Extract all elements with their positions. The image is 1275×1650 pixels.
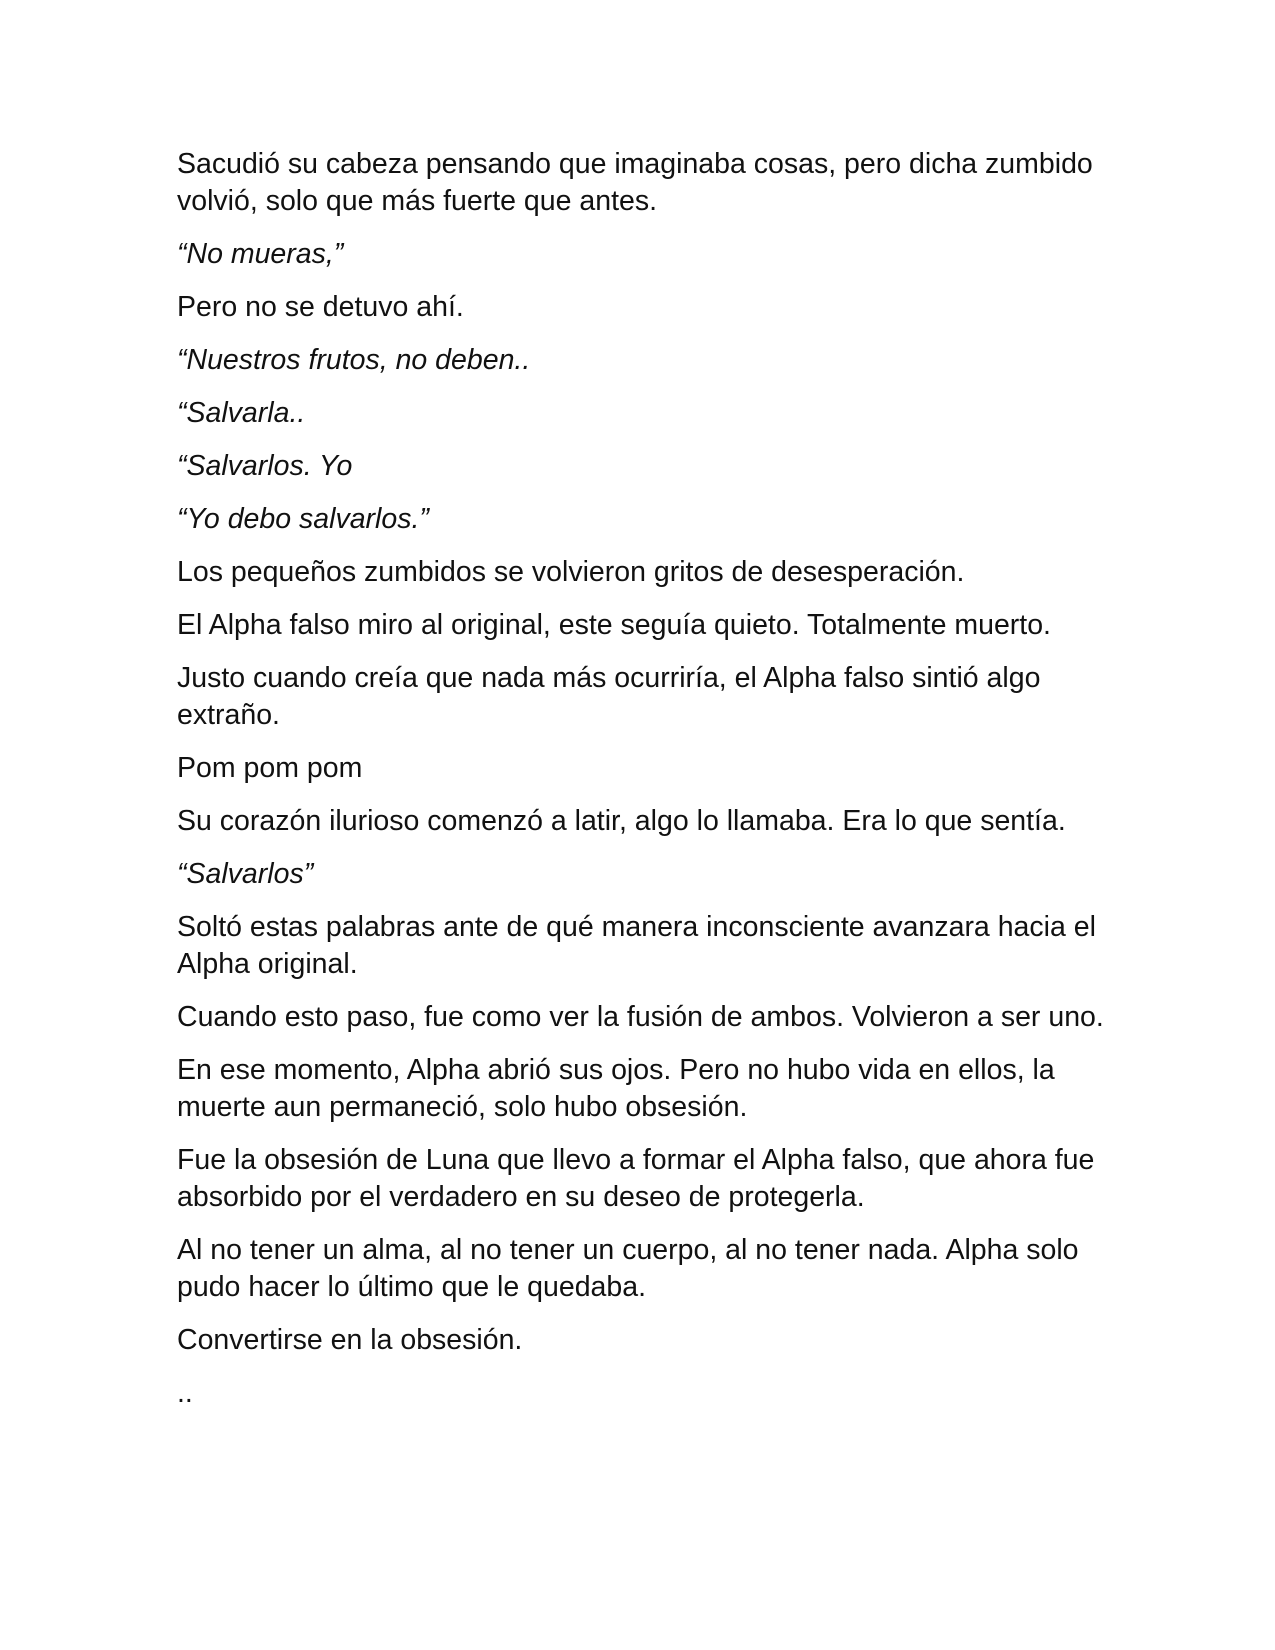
dialogue-line: “Nuestros frutos, no deben.. <box>177 344 531 376</box>
paragraph: Su corazón ilurioso comenzó a latir, algo lo llamaba. Era lo que sentía. <box>177 805 1066 837</box>
paragraph: Al no tener un alma, al no tener un cuerpo, al no tener nada. Alpha solo pudo hacer lo último que le quedaba. <box>177 1234 1079 1303</box>
paragraph: El Alpha falso miro al original, este seguía quieto. Totalmente muerto. <box>177 609 1051 641</box>
paragraph: Cuando esto paso, fue como ver la fusión de ambos. Volvieron a ser uno. <box>177 1001 1104 1033</box>
paragraph: Soltó estas palabras ante de qué manera inconsciente avanzara hacia el Alpha original. <box>177 911 1096 980</box>
body-text <box>177 146 1107 1428</box>
paragraph: Fue la obsesión de Luna que llevo a formar el Alpha falso, que ahora fue absorbido por el verdadero en su deseo de protegerla. <box>177 1144 1095 1213</box>
paragraph: En ese momento, Alpha abrió sus ojos. Pero no hubo vida en ellos, la muerte aun permaneció, solo hubo obsesión. <box>177 1054 1055 1123</box>
section-break: .. <box>177 1377 193 1409</box>
dialogue-line: “Salvarlos. Yo <box>177 450 353 482</box>
dialogue-line: “Salvarla.. <box>177 397 306 429</box>
paragraph: Convertirse en la obsesión. <box>177 1324 523 1356</box>
paragraph: Pero no se detuvo ahí. <box>177 291 464 323</box>
paragraph: Sacudió su cabeza pensando que imaginaba cosas, pero dicha zumbido volvió, solo que más fuerte que antes. <box>177 148 1093 217</box>
dialogue-line: “No mueras,” <box>177 238 344 270</box>
paragraph: Justo cuando creía que nada más ocurriría, el Alpha falso sintió algo extraño. <box>177 662 1041 731</box>
paragraph: Pom pom pom <box>177 752 363 784</box>
dialogue-line: “Salvarlos” <box>177 858 314 890</box>
paragraph: Los pequeños zumbidos se volvieron gritos de desesperación. <box>177 556 965 588</box>
dialogue-line: “Yo debo salvarlos.” <box>177 503 429 535</box>
